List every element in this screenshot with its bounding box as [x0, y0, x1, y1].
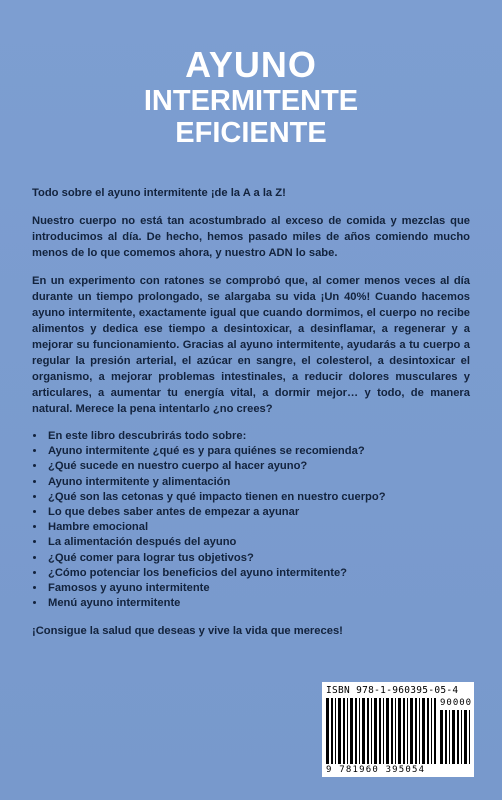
barcode-addon-bars: [440, 710, 470, 764]
isbn-label: ISBN 978-1-960395-05-4: [326, 685, 459, 696]
closing-line: ¡Consigue la salud que deseas y vive la vida que mereces!: [32, 625, 343, 638]
intro-paragraph: Todo sobre el ayuno intermitente ¡de la A a la Z!: [32, 187, 286, 199]
paragraph-3: En un experimento con ratones se comprobó que, al comer menos veces al día durante un tiempo prolongado, se alargaba su vida ¡Un 40%! Cuando hacemos ayuno intermitente, exactamente igual que cuando dormimos, el cuerpo no recibe alimentos y dedica ese tiempo a desintoxicar, a desinflamar, a regenerar y a mejorar su funcionamiento. Gracias al ayuno intermitente, ayudarás a tu cuerpo a regular la presión arterial, el azúcar en sangre, el colesterol, a desintoxicar el organismo, a mejorar problemas intestinales, a reducir dolores musculares y articulares, a aumentar tu energía vital, a dormir mejor… y todo, de manera natural. Merece la pena intentarlo ¿no crees?: [32, 275, 470, 415]
barcode-bars: [326, 698, 436, 764]
barcode-addon-digits: 90000: [440, 698, 473, 708]
list-item: • Hambre emocional: [46, 520, 470, 535]
list-item: • Ayuno intermitente ¿qué es y para quiénes se recomienda?: [46, 444, 470, 459]
title-line-3: EFICIENTE: [175, 117, 327, 149]
list-item: • ¿Cómo potenciar los beneficios del ayuno intermitente?: [46, 566, 470, 581]
list-item: • ¿Qué sucede en nuestro cuerpo al hacer ayuno?: [46, 459, 470, 474]
list-item: • Famosos y ayuno intermitente: [46, 581, 470, 596]
contents-list: [32, 429, 470, 611]
list-item: • En este libro descubrirás todo sobre:: [46, 429, 470, 444]
list-item: • La alimentación después del ayuno: [46, 535, 470, 550]
list-item: • Ayuno intermitente y alimentación: [46, 475, 470, 490]
barcode-digits: 9 781960 395054: [326, 765, 426, 775]
paragraph-2: Nuestro cuerpo no está tan acostumbrado al exceso de comida y mezclas que introducimos al día. De hecho, hemos pasado miles de años comiendo mucho menos de lo que comemos ahora, y nuestro ADN lo sabe.: [32, 215, 470, 259]
list-item: • Menú ayuno intermitente: [46, 596, 470, 611]
list-item: • ¿Qué comer para lograr tus objetivos?: [46, 551, 470, 566]
title-line-2: INTERMITENTE: [143, 85, 359, 117]
blurb: [32, 185, 470, 651]
title-line-1: AYUNO: [185, 44, 317, 85]
list-item: • Lo que debes saber antes de empezar a ayunar: [46, 505, 470, 520]
isbn-barcode: [322, 682, 474, 777]
list-item: • ¿Qué son las cetonas y qué impacto tienen en nuestro cuerpo?: [46, 490, 470, 505]
